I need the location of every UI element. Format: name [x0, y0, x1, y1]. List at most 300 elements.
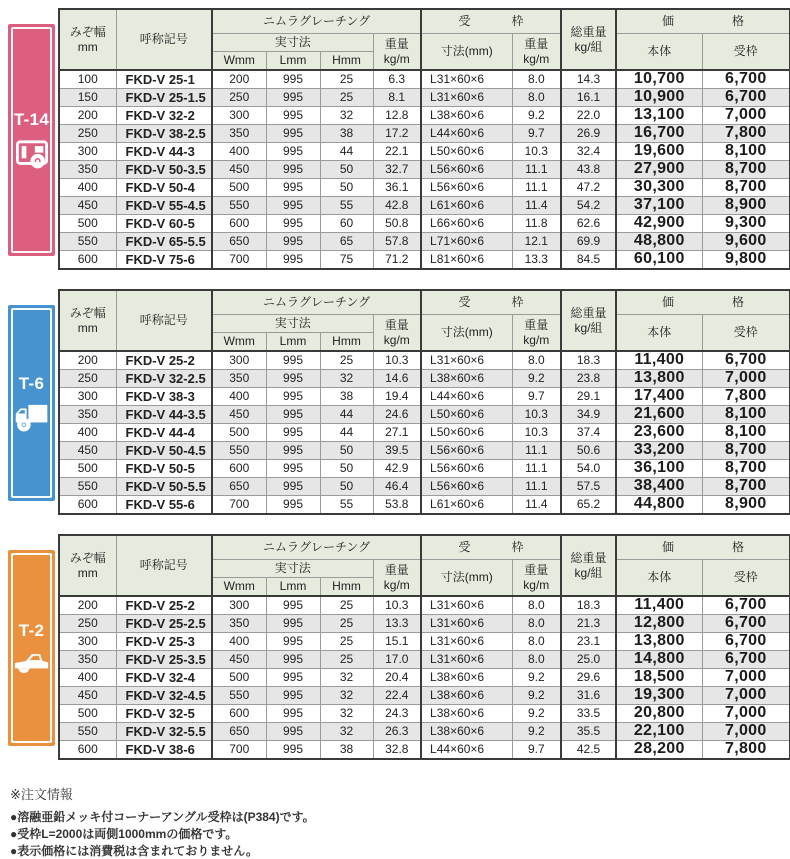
- table-cell: 995: [266, 215, 320, 233]
- table-cell: 10.3: [512, 424, 561, 442]
- table-cell: 50: [320, 161, 373, 179]
- table-cell: 8,700: [702, 460, 790, 478]
- table-cell: 50.6: [561, 442, 616, 460]
- table-cell: L38×60×6: [421, 370, 512, 388]
- col-header-frame-dims: 寸法(mm): [421, 34, 512, 71]
- table-cell: 84.5: [561, 251, 616, 270]
- table-cell: L38×60×6: [421, 723, 512, 741]
- table-cell: 33.5: [561, 705, 616, 723]
- table-cell: 11,400: [616, 351, 702, 370]
- table-cell: 8.0: [512, 651, 561, 669]
- table-cell: FKD-V 25-1.5: [116, 89, 212, 107]
- badge-frame: [11, 308, 52, 498]
- table-cell: FKD-V 25-1: [116, 70, 212, 89]
- table-cell: 700: [212, 741, 266, 760]
- group-header-frame: 受 枠: [421, 9, 561, 34]
- table-cell: 500: [212, 179, 266, 197]
- table-cell: 500: [59, 705, 116, 723]
- col-header-h: Hmm: [320, 333, 373, 352]
- table-cell: 995: [266, 687, 320, 705]
- table-cell: 23.1: [561, 633, 616, 651]
- table-cell: 25: [320, 89, 373, 107]
- table-cell: FKD-V 32-5: [116, 705, 212, 723]
- table-cell: 17.2: [373, 125, 421, 143]
- table-cell: L81×60×6: [421, 251, 512, 270]
- table-cell: 57.5: [561, 478, 616, 496]
- table-cell: L31×60×6: [421, 615, 512, 633]
- table-cell: 28,200: [616, 741, 702, 760]
- table-cell: 500: [212, 669, 266, 687]
- col-header-mizo: みぞ幅 mm: [59, 9, 116, 70]
- table-cell: 11.1: [512, 442, 561, 460]
- col-header-l: Lmm: [266, 333, 320, 352]
- table-cell: 65.2: [561, 496, 616, 515]
- table-cell: 29.1: [561, 388, 616, 406]
- table-cell: 10,900: [616, 89, 702, 107]
- table-cell: L38×60×6: [421, 107, 512, 125]
- table-cell: 8.1: [373, 89, 421, 107]
- load-class-badge-t14: [8, 24, 55, 256]
- col-header-total-weight: 総重量 kg/組: [561, 290, 616, 351]
- col-header-frame-weight: 重量 kg/m: [512, 34, 561, 71]
- table-cell: FKD-V 44-3: [116, 143, 212, 161]
- table-cell: 38: [320, 741, 373, 760]
- table-cell: 450: [59, 687, 116, 705]
- table-cell: 550: [212, 442, 266, 460]
- table-cell: 25: [320, 615, 373, 633]
- table-cell: 8,700: [702, 161, 790, 179]
- table-cell: 48,800: [616, 233, 702, 251]
- car-side-icon: [14, 650, 50, 675]
- table-row: [59, 179, 790, 197]
- table-cell: 350: [59, 651, 116, 669]
- table-cell: 32: [320, 687, 373, 705]
- table-cell: 995: [266, 460, 320, 478]
- table-cell: L56×60×6: [421, 442, 512, 460]
- table-row: [59, 669, 790, 687]
- table-cell: FKD-V 25-2.5: [116, 615, 212, 633]
- table-cell: 32.7: [373, 161, 421, 179]
- group-header-price: 価 格: [616, 9, 790, 34]
- table-cell: FKD-V 50-4.5: [116, 442, 212, 460]
- col-header-w: Wmm: [212, 333, 266, 352]
- table-cell: 995: [266, 89, 320, 107]
- table-cell: 26.9: [561, 125, 616, 143]
- table-cell: 6,700: [702, 70, 790, 89]
- table-row: [59, 406, 790, 424]
- table-cell: 9.2: [512, 107, 561, 125]
- table-cell: 450: [212, 161, 266, 179]
- badge-frame: [11, 553, 52, 743]
- table-cell: 250: [59, 125, 116, 143]
- table-cell: FKD-V 60-5: [116, 215, 212, 233]
- table-cell: 11,400: [616, 596, 702, 615]
- load-class-label: T-6: [18, 374, 45, 393]
- table-cell: 600: [59, 741, 116, 760]
- table-cell: 450: [212, 406, 266, 424]
- table-cell: 32.4: [561, 143, 616, 161]
- table-row: [59, 351, 790, 370]
- table-cell: 34.9: [561, 406, 616, 424]
- order-notes: [10, 784, 790, 859]
- table-cell: L56×60×6: [421, 478, 512, 496]
- col-header-h: Hmm: [320, 578, 373, 597]
- section-t2: [8, 534, 790, 760]
- group-header-dims: 実寸法: [212, 34, 373, 52]
- table-cell: 550: [59, 723, 116, 741]
- group-header-frame: 受 枠: [421, 290, 561, 315]
- table-cell: 13,800: [616, 633, 702, 651]
- table-cell: FKD-V 32-4: [116, 669, 212, 687]
- table-cell: FKD-V 50-3.5: [116, 161, 212, 179]
- table-cell: 200: [59, 351, 116, 370]
- table-cell: 43.8: [561, 161, 616, 179]
- table-cell: 25: [320, 633, 373, 651]
- table-cell: L38×60×6: [421, 687, 512, 705]
- table-cell: 20.4: [373, 669, 421, 687]
- note-item: ●表示価格には消費税は含まれておりません。: [10, 843, 258, 858]
- col-header-mizo: みぞ幅 mm: [59, 535, 116, 596]
- table-cell: 55: [320, 496, 373, 515]
- table-cell: 8.0: [512, 351, 561, 370]
- table-cell: 9,600: [702, 233, 790, 251]
- table-cell: 650: [212, 478, 266, 496]
- table-cell: 9.2: [512, 723, 561, 741]
- section-t6: [8, 289, 790, 515]
- table-cell: 9.2: [512, 669, 561, 687]
- table-cell: L61×60×6: [421, 197, 512, 215]
- table-cell: FKD-V 55-4.5: [116, 197, 212, 215]
- table-cell: 26.3: [373, 723, 421, 741]
- table-cell: L50×60×6: [421, 406, 512, 424]
- table-cell: L50×60×6: [421, 143, 512, 161]
- table-cell: 7,000: [702, 669, 790, 687]
- table-cell: 995: [266, 125, 320, 143]
- table-cell: 9.2: [512, 705, 561, 723]
- table-cell: 10,700: [616, 70, 702, 89]
- col-header-w: Wmm: [212, 578, 266, 597]
- table-cell: 6,700: [702, 651, 790, 669]
- table-cell: 69.9: [561, 233, 616, 251]
- table-cell: 7,800: [702, 125, 790, 143]
- table-cell: L50×60×6: [421, 424, 512, 442]
- table-cell: 50.8: [373, 215, 421, 233]
- table-cell: 13,100: [616, 107, 702, 125]
- table-cell: 14.3: [561, 70, 616, 89]
- table-cell: 20,800: [616, 705, 702, 723]
- col-header-frame-weight: 重量 kg/m: [512, 560, 561, 597]
- table-cell: 22,100: [616, 723, 702, 741]
- table-cell: 11.1: [512, 161, 561, 179]
- table-row: [59, 741, 790, 760]
- table-cell: 38,400: [616, 478, 702, 496]
- table-cell: 21,600: [616, 406, 702, 424]
- table-cell: 995: [266, 197, 320, 215]
- table-cell: 46.4: [373, 478, 421, 496]
- table-row: [59, 161, 790, 179]
- table-cell: FKD-V 25-3: [116, 633, 212, 651]
- table-cell: FKD-V 25-3.5: [116, 651, 212, 669]
- col-header-weight: 重量 kg/m: [373, 560, 421, 597]
- table-cell: 19.4: [373, 388, 421, 406]
- group-header-dims: 実寸法: [212, 315, 373, 333]
- table-cell: 995: [266, 442, 320, 460]
- table-cell: 9,300: [702, 215, 790, 233]
- table-cell: 700: [212, 496, 266, 515]
- table-cell: 200: [59, 596, 116, 615]
- group-header-price: 価 格: [616, 535, 790, 560]
- table-cell: 995: [266, 596, 320, 615]
- table-cell: 8.0: [512, 596, 561, 615]
- table-row: [59, 723, 790, 741]
- table-cell: 24.6: [373, 406, 421, 424]
- col-header-weight: 重量 kg/m: [373, 34, 421, 71]
- table-cell: 8,700: [702, 442, 790, 460]
- table-cell: L56×60×6: [421, 460, 512, 478]
- table-row: [59, 70, 790, 89]
- table-cell: 54.0: [561, 460, 616, 478]
- table-cell: 550: [59, 478, 116, 496]
- table-cell: 44: [320, 424, 373, 442]
- table-cell: 14.6: [373, 370, 421, 388]
- table-cell: L31×60×6: [421, 596, 512, 615]
- group-header-frame: 受 枠: [421, 535, 561, 560]
- table-cell: 995: [266, 351, 320, 370]
- table-cell: 35.5: [561, 723, 616, 741]
- table-cell: 8,100: [702, 406, 790, 424]
- table-cell: 650: [212, 233, 266, 251]
- table-cell: 19,600: [616, 143, 702, 161]
- table-cell: L66×60×6: [421, 215, 512, 233]
- table-cell: 995: [266, 406, 320, 424]
- table-cell: 25: [320, 351, 373, 370]
- table-cell: 12,800: [616, 615, 702, 633]
- table-cell: L31×60×6: [421, 651, 512, 669]
- table-cell: 300: [59, 388, 116, 406]
- table-cell: 11.4: [512, 496, 561, 515]
- table-row: [59, 107, 790, 125]
- table-cell: 42.9: [373, 460, 421, 478]
- table-cell: 9.2: [512, 370, 561, 388]
- table-cell: 6,700: [702, 633, 790, 651]
- table-cell: L38×60×6: [421, 669, 512, 687]
- table-cell: 300: [212, 107, 266, 125]
- table-cell: FKD-V 38-3: [116, 388, 212, 406]
- note-item: ●溶融亜鉛メッキ付コーナーアングル受枠は(P384)です。: [10, 810, 315, 824]
- table-cell: 25: [320, 651, 373, 669]
- table-cell: 995: [266, 424, 320, 442]
- table-cell: 8.0: [512, 633, 561, 651]
- col-header-l: Lmm: [266, 52, 320, 71]
- table-row: [59, 370, 790, 388]
- table-cell: 36,100: [616, 460, 702, 478]
- table-cell: 10.3: [373, 596, 421, 615]
- table-cell: 22.4: [373, 687, 421, 705]
- table-cell: 600: [212, 705, 266, 723]
- table-cell: 29.6: [561, 669, 616, 687]
- table-cell: 37.4: [561, 424, 616, 442]
- table-cell: 450: [212, 651, 266, 669]
- table-cell: 27,900: [616, 161, 702, 179]
- table-cell: 16,700: [616, 125, 702, 143]
- table-cell: 600: [212, 215, 266, 233]
- table-row: [59, 197, 790, 215]
- table-cell: 995: [266, 615, 320, 633]
- section-t14: [8, 8, 790, 270]
- table-cell: 400: [59, 424, 116, 442]
- table-cell: 500: [59, 460, 116, 478]
- table-cell: 39.5: [373, 442, 421, 460]
- table-cell: 60,100: [616, 251, 702, 270]
- table-cell: 11.1: [512, 460, 561, 478]
- group-header-grating: ニムラグレーチング: [212, 290, 421, 315]
- col-header-total-weight: 総重量 kg/組: [561, 535, 616, 596]
- col-header-name: 呼称記号: [116, 9, 212, 70]
- table-cell: 9.2: [512, 687, 561, 705]
- table-cell: 500: [212, 424, 266, 442]
- load-class-label: T-14: [13, 109, 50, 129]
- table-cell: 18.3: [561, 596, 616, 615]
- table-cell: 9.7: [512, 741, 561, 760]
- table-cell: 550: [59, 233, 116, 251]
- table-body-t2: [59, 596, 790, 759]
- table-cell: 350: [59, 406, 116, 424]
- table-cell: 13.3: [512, 251, 561, 270]
- table-cell: 71.2: [373, 251, 421, 270]
- table-cell: 44: [320, 406, 373, 424]
- table-cell: 200: [59, 107, 116, 125]
- table-cell: 450: [59, 442, 116, 460]
- table-cell: 6.3: [373, 70, 421, 89]
- table-cell: 995: [266, 107, 320, 125]
- table-cell: 23,600: [616, 424, 702, 442]
- load-class-label: T-2: [18, 621, 45, 640]
- col-header-mizo: みぞ幅 mm: [59, 290, 116, 351]
- table-cell: 32: [320, 723, 373, 741]
- table-cell: 32: [320, 669, 373, 687]
- table-cell: 50: [320, 442, 373, 460]
- table-row: [59, 251, 790, 270]
- table-cell: 22.0: [561, 107, 616, 125]
- table-cell: 50: [320, 460, 373, 478]
- load-class-badge-t2: [8, 550, 55, 746]
- grating-price-table-t2: [58, 534, 790, 760]
- table-cell: 550: [212, 687, 266, 705]
- table-cell: 995: [266, 633, 320, 651]
- table-cell: 995: [266, 705, 320, 723]
- table-row: [59, 215, 790, 233]
- table-cell: 150: [59, 89, 116, 107]
- table-cell: 38: [320, 388, 373, 406]
- table-cell: 8,100: [702, 143, 790, 161]
- table-cell: 44: [320, 143, 373, 161]
- table-cell: L31×60×6: [421, 70, 512, 89]
- col-header-name: 呼称記号: [116, 535, 212, 596]
- table-cell: FKD-V 75-6: [116, 251, 212, 270]
- table-cell: 54.2: [561, 197, 616, 215]
- table-cell: 17,400: [616, 388, 702, 406]
- table-cell: L71×60×6: [421, 233, 512, 251]
- table-cell: 550: [212, 197, 266, 215]
- table-cell: 19,300: [616, 687, 702, 705]
- table-cell: 42.5: [561, 741, 616, 760]
- table-cell: 25: [320, 70, 373, 89]
- col-header-body-price: 本体: [616, 560, 702, 597]
- table-cell: 6,700: [702, 351, 790, 370]
- col-header-h: Hmm: [320, 52, 373, 71]
- table-cell: 32: [320, 705, 373, 723]
- table-cell: 33,200: [616, 442, 702, 460]
- table-cell: 995: [266, 70, 320, 89]
- table-cell: 10.3: [373, 351, 421, 370]
- table-cell: 6,700: [702, 89, 790, 107]
- table-cell: 38: [320, 125, 373, 143]
- table-cell: 500: [59, 215, 116, 233]
- table-cell: 10.3: [512, 143, 561, 161]
- table-cell: 350: [212, 615, 266, 633]
- table-row: [59, 478, 790, 496]
- table-row: [59, 233, 790, 251]
- table-cell: L44×60×6: [421, 741, 512, 760]
- table-cell: 55: [320, 197, 373, 215]
- table-cell: 75: [320, 251, 373, 270]
- table-cell: 995: [266, 179, 320, 197]
- table-row: [59, 705, 790, 723]
- table-row: [59, 615, 790, 633]
- table-cell: 450: [59, 197, 116, 215]
- table-row: [59, 442, 790, 460]
- table-row: [59, 89, 790, 107]
- table-cell: FKD-V 32-2.5: [116, 370, 212, 388]
- table-cell: 6,700: [702, 596, 790, 615]
- col-header-frame-price: 受枠: [702, 34, 790, 71]
- group-header-grating: ニムラグレーチング: [212, 9, 421, 34]
- table-row: [59, 651, 790, 669]
- table-cell: 600: [212, 460, 266, 478]
- table-cell: 300: [212, 596, 266, 615]
- table-cell: 16.1: [561, 89, 616, 107]
- table-cell: 57.8: [373, 233, 421, 251]
- table-cell: FKD-V 44-3.5: [116, 406, 212, 424]
- table-cell: 50: [320, 179, 373, 197]
- table-cell: FKD-V 50-4: [116, 179, 212, 197]
- table-cell: FKD-V 65-5.5: [116, 233, 212, 251]
- table-cell: 400: [212, 388, 266, 406]
- table-cell: 37,100: [616, 197, 702, 215]
- table-cell: FKD-V 38-6: [116, 741, 212, 760]
- table-cell: 23.8: [561, 370, 616, 388]
- truck-side-icon: [14, 403, 50, 432]
- table-cell: 11.4: [512, 197, 561, 215]
- order-notes-title: ※注文情報: [10, 787, 73, 802]
- table-cell: 350: [212, 370, 266, 388]
- table-cell: 13,800: [616, 370, 702, 388]
- col-header-weight: 重量 kg/m: [373, 315, 421, 352]
- table-cell: 8,700: [702, 478, 790, 496]
- table-cell: 8,700: [702, 179, 790, 197]
- table-cell: FKD-V 55-6: [116, 496, 212, 515]
- table-cell: 300: [59, 633, 116, 651]
- table-cell: FKD-V 25-2: [116, 596, 212, 615]
- table-cell: 995: [266, 233, 320, 251]
- grating-price-table-t6: [58, 289, 790, 515]
- table-cell: L56×60×6: [421, 161, 512, 179]
- table-cell: 15.1: [373, 633, 421, 651]
- table-cell: 42.8: [373, 197, 421, 215]
- group-header-dims: 実寸法: [212, 560, 373, 578]
- table-row: [59, 460, 790, 478]
- col-header-frame-price: 受枠: [702, 560, 790, 597]
